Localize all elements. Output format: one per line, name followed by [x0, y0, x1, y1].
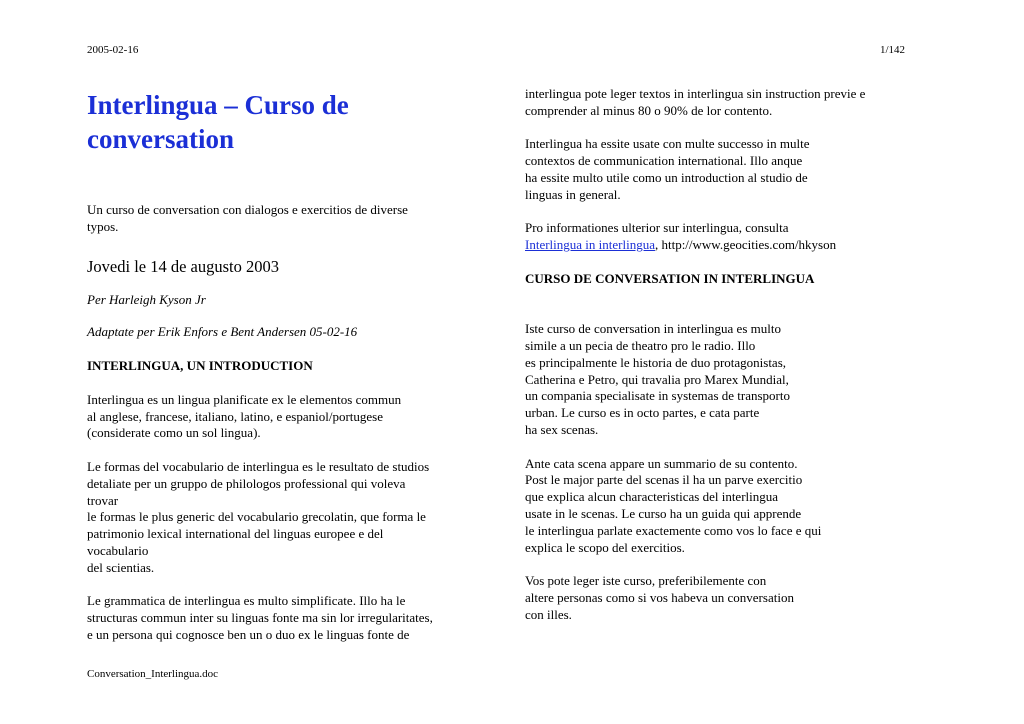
- right-paragraph-2: Interlingua ha essite usate con multe successo in multe contextos de communication international. Illo anque ha essite multo utile como un introduction al studio de linguas in general.: [525, 136, 810, 202]
- course-paragraph-1: Iste curso de conversation in interlingua es multo simile a un pecia de theatro pro le radio. Illo es principalmente le historia de duo protagonistas, Catherina e Petro, qui travalia pro Marex Mundial, un compania specialisate in systemas de transporto urban. Le curso es in octo partes, e cata parte ha sex scenas.: [525, 321, 790, 437]
- link-line: [525, 237, 925, 254]
- course-paragraph-2: Ante cata scena appare un summario de su contento. Post le major parte del scenas il ha un parve exercitio que explica alcun characteristicas del interlingua usate in le scenas. Le curso ha un guida qui apprende le interlingua parlate exactemente como vos lo face e qui explica le scopo del exercitios.: [525, 455, 822, 555]
- right-paragraph-1: interlingua pote leger textos in interlingua sin instruction previe e comprender al minus 80 o 90% de lor contento.: [525, 86, 866, 118]
- right-column: [525, 86, 925, 624]
- header-page-counter: 1/142: [879, 44, 905, 56]
- header-date: 2005-02-16: [87, 44, 139, 56]
- more-info-text: Pro informationes ulterior sur interlingua, consulta: [525, 220, 789, 236]
- section-heading-introduction: INTERLINGUA, UN INTRODUCTION: [87, 358, 313, 374]
- interlingua-link[interactable]: Interlingua in interlingua: [525, 237, 655, 253]
- geocities-url: , http://www.geocities.com/hkyson: [654, 237, 837, 253]
- course-paragraph-3: Vos pote leger iste curso, preferibilemente con altere personas como si vos habeva un conversation con illes.: [525, 573, 794, 622]
- more-info-paragraph: [525, 220, 925, 254]
- author-line: Per Harleigh Kyson Jr: [87, 291, 206, 307]
- section-heading-course: CURSO DE CONVERSATION IN INTERLINGUA: [525, 270, 815, 286]
- intro-paragraph-2: Le formas del vocabulario de interlingua es le resultato de studios detaliate per un gruppo de philologos professional qui voleva trovar le formas le plus generic del vocabulario grecolatin, que forma le patrimonio lexical international del linguas europee e del vocabulario del scientias.: [87, 458, 430, 575]
- adapted-line: Adaptate per Erik Enfors e Bent Andersen 05-02-16: [87, 324, 358, 340]
- document-title: Interlingua – Curso de conversation: [87, 90, 349, 154]
- left-column: [87, 86, 482, 644]
- intro-paragraph-3: Le grammatica de interlingua es multo simplificate. Illo ha le structuras commun inter su linguas fonte ma sin lor irregularitates, e un persona qui cognosce ben un o duo ex le linguas fonte de: [87, 593, 433, 642]
- document-subtitle: Un curso de conversation con dialogos e exercitios de diverse typos.: [87, 202, 408, 234]
- intro-paragraph-1: Interlingua es un lingua planificate ex le elementos commun al anglese, francese, italiano, latino, e espaniol/portugese (considerate como un sol lingua).: [87, 391, 402, 441]
- date-heading: Jovedi le 14 de augusto 2003: [87, 256, 280, 276]
- footer-filename: Conversation_Interlingua.doc: [87, 668, 219, 680]
